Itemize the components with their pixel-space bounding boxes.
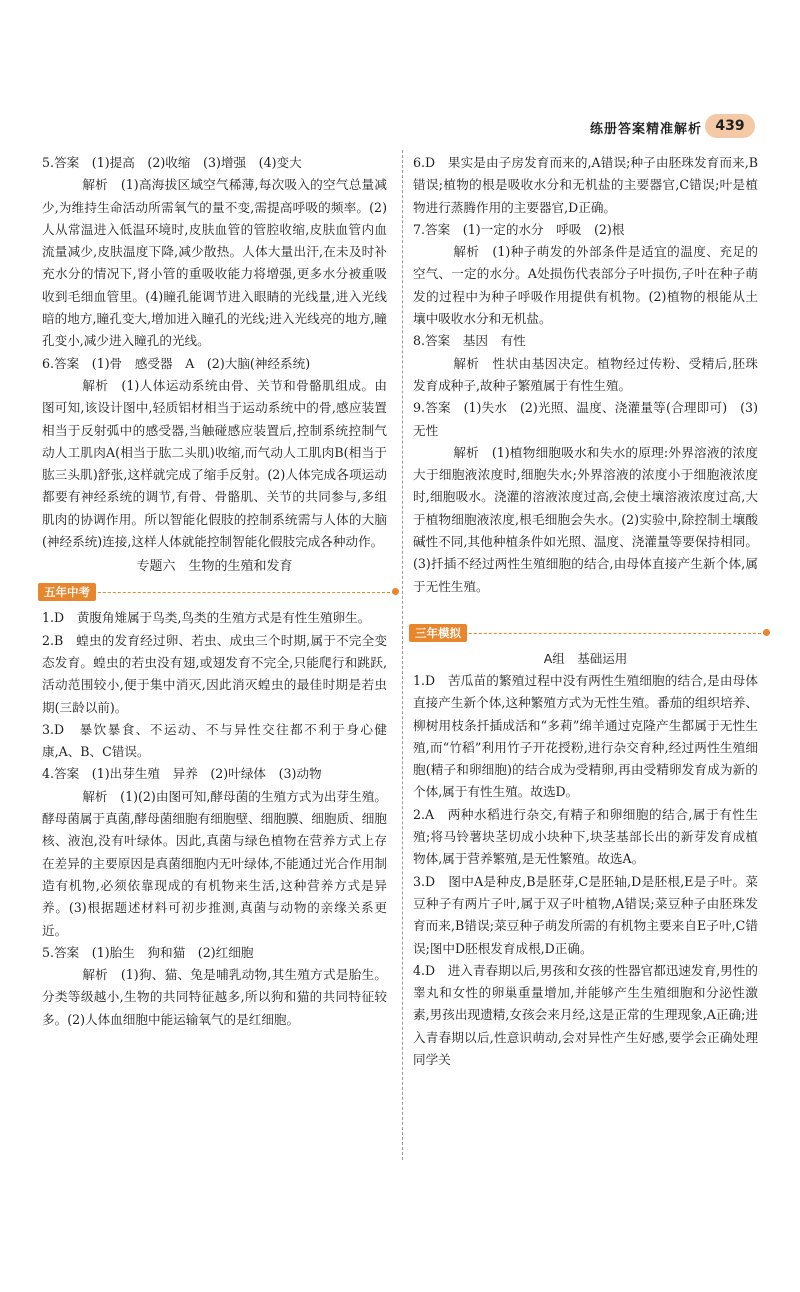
answer-line: 9.答案 (1)失水 (2)光照、温度、浇灌量等(合理即可) (3)无性 [413,400,758,438]
answer-explanation: 解析 性状由基因决定。植物经过传粉、受精后,胚珠发育成种子,故种子繁殖属于有性生殖。 [413,355,758,393]
right-top-answers [413,152,758,598]
answer-explanation: 解析 (1)(2)由图可知,酵母菌的生殖方式为出芽生殖。酵母菌属于真菌,酵母菌细胞有细胞壁、细胞膜、细胞质、细胞核、液泡,没有叶绿体。因此,真菌与绿色植物在营养方式上存在差异的主要原因是真菌细胞内无叶绿体,不能通过光合作用制造有机物,必须依靠现成的有机物来生活,这种营养方式是异养。(3)根据题述材料可初步推测,真菌与动物的亲缘关系更近。 [42,788,387,938]
answer-explanation: 解析 (1)狗、猫、兔是哺乳动物,其生殖方式是胎生。分类等级越小,生物的共同特征越多,所以狗和猫的共同特征较多。(2)人体血细胞中能运输氧气的是红细胞。 [42,967,387,1027]
section-title: 专题六 生物的生殖和发育 [136,559,293,575]
answer-line: 1.D 黄腹角雉属于鸟类,鸟类的生殖方式是有性生殖卵生。 [42,610,371,626]
answer-line: 4.D 进入青春期以后,男孩和女孩的性器官都迅速发育,男性的睾丸和女性的卵巢重量增加,并能够产生生殖细胞和分泌性激素,男孩出现遗精,女孩会来月经,这是正常的生理现象,A正确;进入青春期以后,性意识萌动,会对异性产生好感,要学会正确处理同学关 [413,962,758,1067]
answer-explanation: 解析 (1)高海拔区域空气稀薄,每次吸入的空气总量减少,为维持生命活动所需氧气的量不变,需提高呼吸的频率。(2)人从常温进入低温环境时,皮肤血管的管腔收缩,皮肤血管内血流量减少,皮肤温度下降,减少散热。人体大量出汗,在未及时补充水分的情况下,肾小管的重吸收能力将增强,更多水分被重吸收到毛细血管里。(4)瞳孔能调节进入眼睛的光线量,进入光线暗的地方,瞳孔变大,增加进入瞳孔的光线;进入光线亮的地方,瞳孔变小,减少进入瞳孔的光线。 [42,177,387,349]
answer-item [413,670,758,804]
answer-line: 2.A 两种水稻进行杂交,有精子和卵细胞的结合,属于有性生殖;将马铃薯块茎切成小块种下,块茎基部长出的新芽发育成植物体,属于营养繁殖,是无性繁殖。故选A。 [413,806,758,867]
section-tag: 五年中考 [38,583,96,601]
page-number-badge: 439 [705,114,755,138]
answer-item [42,353,387,554]
answer-item [413,804,758,871]
section-banner-five-year [38,583,387,601]
answer-item [413,152,758,219]
answer-line: 5.答案 (1)提高 (2)收缩 (3)增强 (4)变大 [42,155,302,170]
left-column [42,152,387,1031]
banner-dot [763,629,770,636]
answer-item [413,219,758,330]
section-tag: 三年模拟 [409,624,467,642]
left-bottom-answers [42,607,387,1031]
banner-dot [392,588,399,595]
answer-line: 3.D 图中A是种皮,B是胚芽,C是胚轴,D是胚根,E是子叶。菜豆种子有两片子叶,属于双子叶植物,A错误;菜豆种子由胚珠发育而来,B错误;菜豆种子萌发所需的有机物主要来自E子叶,C错误;图中D胚根发育成根,D正确。 [413,873,758,956]
answer-line: 6.答案 (1)骨 感受器 A (2)大脑(神经系统) [42,355,311,371]
column-divider [402,150,403,1160]
answer-item [42,152,387,353]
answer-explanation: 解析 (1)人体运动系统由骨、关节和骨骼肌组成。由图可知,该设计图中,轻质铝材相当于运动系统中的骨,感应装置相当于反射弧中的感受器,当触碰感应装置后,控制系统控制气动人工肌肉A(相当于肱二头肌)收缩,而气动人工肌肉B(相当于肱三头肌)舒张,这样就完成了缩手反射。(2)人体完成各项运动都要有神经系统的调节,有骨、骨骼肌、关节的共同参与,多组肌肉的协调作用。所以智能化假肢的控制系统需与人体的大脑(神经系统)连接,这样人体就能控制智能化假肢完成各种动作。 [42,377,387,550]
answer-line: 3.D 暴饮暴食、不运动、不与异性交往都不利于身心健康,A、B、C错误。 [42,721,387,760]
answer-item [42,607,387,629]
answer-item [413,960,758,1071]
answer-item [42,630,387,719]
section-banner-three-year [409,624,758,642]
right-column [413,152,758,1071]
answer-line: 8.答案 基因 有性 [413,333,526,349]
answer-item [42,719,387,764]
group-subtitle: A组 基础运用 [543,650,628,666]
answer-line: 2.B 蝗虫的发育经过卵、若虫、成虫三个时期,属于不完全变态发育。蝗虫的若虫没有翅,或翅发育不完全,只能爬行和跳跃,活动范围较小,便于集中消灭,因此消灭蝗虫的最佳时期是若虫期(三龄以前)。 [42,632,387,715]
answer-line: 7.答案 (1)一定的水分 呼吸 (2)根 [413,221,625,237]
page-header [0,110,800,144]
answer-item [413,871,758,960]
answer-item [42,942,387,1031]
right-bottom-answers [413,670,758,1071]
answer-item [413,397,758,598]
header-title: 练册答案精准解析 [590,122,703,137]
answer-item [413,330,758,397]
answer-item [42,763,387,941]
left-top-answers [42,152,387,553]
answer-explanation: 解析 (1)植物细胞吸水和失水的原理:外界溶液的浓度大于细胞液浓度时,细胞失水;外界溶液的浓度小于细胞液浓度时,细胞吸水。浇灌的溶液浓度过高,会使土壤溶液浓度过高,大于植物细胞液浓度,根毛细胞会失水。(2)实验中,除控制土壤酸碱性不同,其他种植条件如光照、温度、浇灌量等要保持相同。(3)扦插不经过两性生殖细胞的结合,由母体直接产生新个体,属于无性生殖。 [413,444,758,594]
answer-line: 4.答案 (1)出芽生殖 异养 (2)叶绿体 (3)动物 [42,766,322,782]
answer-explanation: 解析 (1)种子萌发的外部条件是适宜的温度、充足的空气、一定的水分。A处损伤代表部分子叶损伤,子叶在种子萌发的过程中为种子呼吸作用提供有机物。(2)植物的根能从土壤中吸收水分和无机盐。 [413,244,758,327]
answer-line: 1.D 苦瓜苗的繁殖过程中没有两性生殖细胞的结合,是由母体直接产生新个体,这种繁殖方式为无性生殖。番茄的组织培养、柳树用枝条扦插成活和“多莉”绵羊通过克隆产生都属于无性生殖,而“竹稻”利用竹子开花授粉,进行杂交育种,经过两性生殖细胞(精子和卵细胞)的结合成为受精卵,再由受精卵发育成为新的个体,属于有性生殖。故选D。 [413,672,758,800]
answer-line: 6.D 果实是由子房发育而来的,A错误;种子由胚珠发育而来,B错误;植物的根是吸收水分和无机盐的主要器官,C错误;叶是植物进行蒸腾作用的主要器官,D正确。 [413,155,758,215]
answer-line: 5.答案 (1)胎生 狗和猫 (2)红细胞 [42,944,254,960]
